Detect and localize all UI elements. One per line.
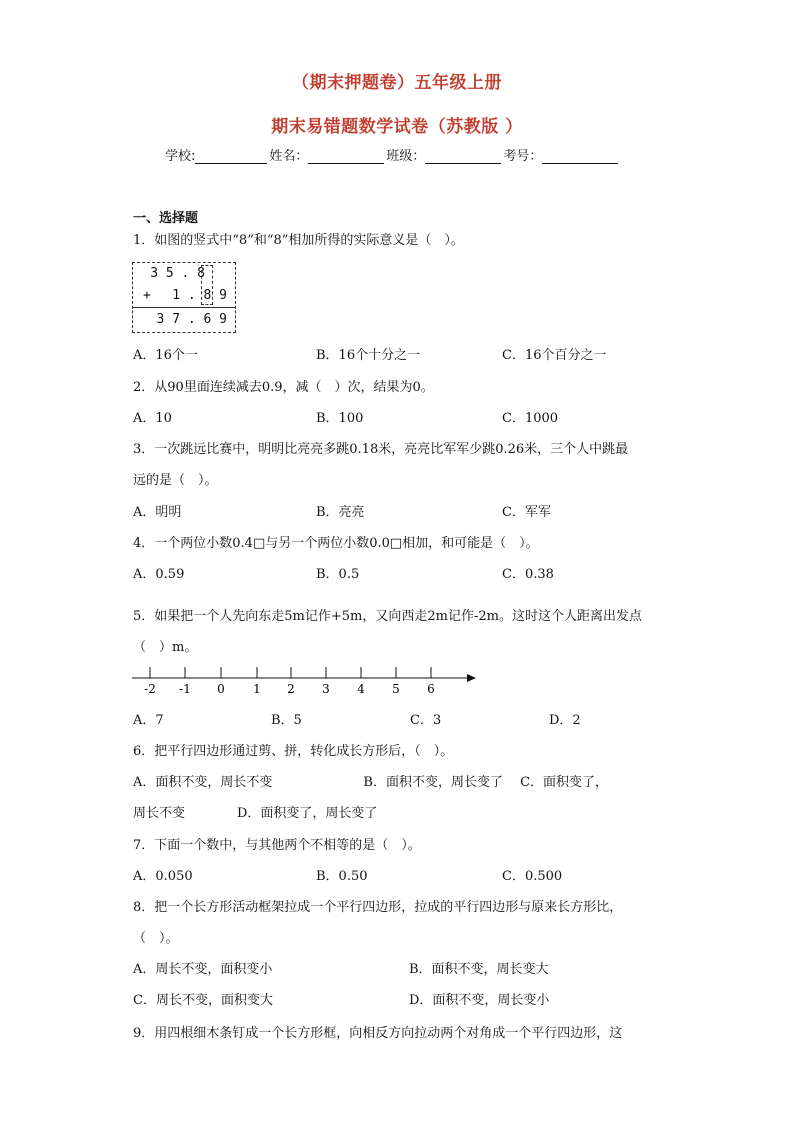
q7-option-c[interactable]: C．0.500 <box>502 869 563 884</box>
school-label: 学校: <box>165 149 196 164</box>
q3-option-c[interactable]: C．军军 <box>502 505 551 520</box>
q8-option-c[interactable]: C．周长不变，面积变大 <box>133 993 273 1008</box>
class-blank[interactable] <box>425 149 501 164</box>
section-title: 一、选择题 <box>133 211 199 226</box>
q6-options-line1[interactable]: A．面积不变，周长不变 B．面积不变，周长变了 C．面积变了， <box>133 775 609 790</box>
q1-option-a[interactable]: A．16个一 <box>133 348 198 363</box>
q4-option-c[interactable]: C．0.38 <box>502 567 554 582</box>
number-line-tick-label: -2 <box>144 682 156 696</box>
question-4-text: 4．一个两位小数0.4□与另一个两位小数0.0□相加，和可能是（ ）。 <box>133 536 539 551</box>
question-5-text-line1: 5．如果把一个人先向东走5m记作+5m，又向西走2m记作-2m。这时这个人距离出发点 <box>133 609 642 624</box>
question-9-text: 9．用四根细木条钉成一个长方形框，向相反方向拉动两个对角成一个平行四边形，这 <box>133 1026 623 1041</box>
question-8-text-line2: （ ）。 <box>133 931 179 946</box>
highlight-box <box>201 265 213 305</box>
q8-option-d[interactable]: D．面积不变，周长变小 <box>409 993 550 1008</box>
calc-separator <box>133 307 235 308</box>
q3-option-b[interactable]: B．亮亮 <box>316 505 365 520</box>
q3-option-a[interactable]: A．明明 <box>133 505 182 520</box>
name-blank[interactable] <box>308 149 384 164</box>
name-label: 姓名： <box>269 149 309 164</box>
number-line-tick-label: 4 <box>357 682 365 696</box>
number-label: 考号： <box>503 149 543 164</box>
number-line-tick-label: 2 <box>287 682 295 696</box>
q8-option-a[interactable]: A．周长不变，面积变小 <box>133 962 273 977</box>
school-blank[interactable] <box>195 149 267 164</box>
question-7-text: 7．下面一个数中，与其他两个不相等的是（ ）。 <box>133 838 421 853</box>
question-3-text-line2: 远的是（ ）。 <box>133 473 218 488</box>
number-line-figure <box>130 664 480 698</box>
calc-result: 3 7 . 6 9 <box>156 312 227 327</box>
q2-option-c[interactable]: C．1000 <box>502 411 559 426</box>
number-line-tick-label: 6 <box>427 682 435 696</box>
q7-option-a[interactable]: A．0.050 <box>133 869 193 884</box>
q1-option-c[interactable]: C．16个百分之一 <box>502 348 607 363</box>
number-line-tick-label: -1 <box>179 682 191 696</box>
q5-option-c[interactable]: C．3 <box>410 713 442 728</box>
class-label: 班级： <box>386 149 426 164</box>
number-line-tick-label: 5 <box>392 682 400 696</box>
q5-option-a[interactable]: A．7 <box>133 713 164 728</box>
question-3-text-line1: 3．一次跳远比赛中，明明比亮亮多跳0.18米，亮亮比军军少跳0.26米，三个人中跳最 <box>133 442 629 457</box>
vertical-addition-figure <box>132 262 236 333</box>
number-line-tick-label: 0 <box>217 682 225 696</box>
question-5-text-line2: （ ）m。 <box>133 640 198 655</box>
q2-option-b[interactable]: B．100 <box>316 411 364 426</box>
question-6-text: 6．把平行四边形通过剪、拼，转化成长方形后，（ ）。 <box>133 744 454 759</box>
calc-row-1: 3 5 . 8 <box>150 266 205 281</box>
question-2-text: 2．从90里面连续减去0.9，减（ ）次，结果为0。 <box>133 380 434 395</box>
question-1-text: 1．如图的竖式中“8”和“8”相加所得的实际意义是（ ）。 <box>133 233 464 248</box>
number-line-ticks <box>144 667 435 696</box>
number-blank[interactable] <box>542 149 618 164</box>
student-info-row <box>165 145 620 164</box>
q4-option-b[interactable]: B．0.5 <box>316 567 360 582</box>
exam-title-line2: 期末易错题数学试卷（苏教版 ） <box>271 117 523 137</box>
number-line-tick-label: 3 <box>322 682 330 696</box>
number-line-arrow <box>467 674 476 682</box>
q1-option-b[interactable]: B．16个十分之一 <box>316 348 421 363</box>
q5-option-b[interactable]: B．5 <box>271 713 302 728</box>
exam-title-line1: （期末押题卷）五年级上册 <box>292 73 502 93</box>
calc-plus-sign: + <box>143 288 151 303</box>
q5-option-d[interactable]: D．2 <box>549 713 581 728</box>
number-line-tick-label: 1 <box>253 682 261 696</box>
q4-option-a[interactable]: A．0.59 <box>133 567 185 582</box>
question-8-text-line1: 8．把一个长方形活动框架拉成一个平行四边形，拉成的平行四边形与原来长方形比， <box>133 900 623 915</box>
q2-option-a[interactable]: A．10 <box>133 411 172 426</box>
q8-option-b[interactable]: B．面积不变，周长变大 <box>409 962 549 977</box>
q6-options-line2[interactable]: 周长不变 D．面积变了，周长变了 <box>133 806 378 821</box>
calc-row-2: 1 . 8 9 <box>172 288 227 303</box>
q7-option-b[interactable]: B．0.50 <box>316 869 368 884</box>
